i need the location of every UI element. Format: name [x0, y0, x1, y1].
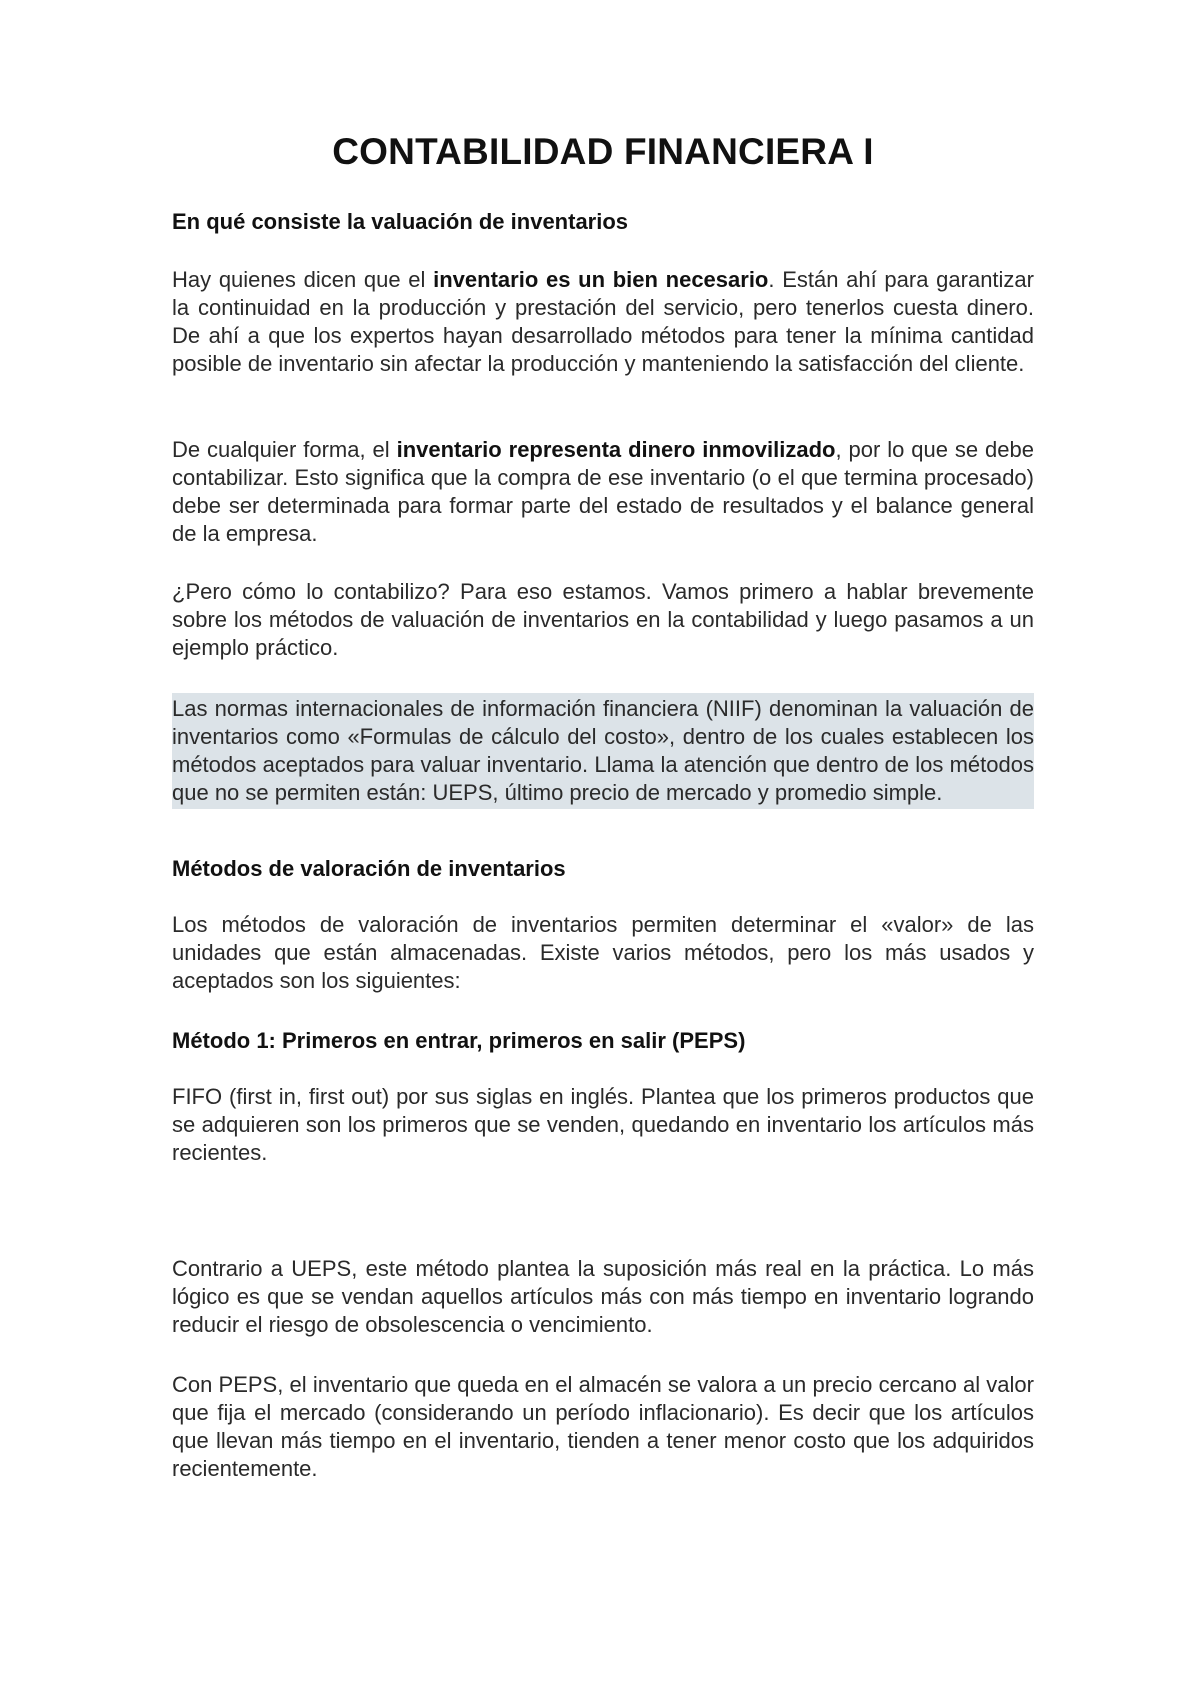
bold-phrase: inventario es un bien necesario [433, 267, 769, 292]
paragraph-inventario-necesario [172, 266, 1034, 378]
paragraph-text: . Están ahí para garantizar la continuidad en la producción y prestación del servicio, pero tenerlos cuesta dinero. De ahí a que los expertos hayan desarrollado métodos para tener la mínima cantidad posible de inventario sin afectar la producción y manteniendo la satisfacción del cliente. [172, 267, 1034, 376]
paragraph-fifo: FIFO (first in, first out) por sus siglas en inglés. Plantea que los primeros productos que se adquieren son los primeros que se venden, quedando en inventario los artículos más recientes. [172, 1084, 1034, 1165]
paragraph-contrario-ueps: Contrario a UEPS, este método plantea la suposición más real en la práctica. Lo más lógico es que se vendan aquellos artículos más con más tiempo en inventario logrando reducir el riesgo de obsolescencia o vencimiento. [172, 1256, 1034, 1337]
paragraph-text: , por lo que se debe contabilizar. Esto significa que la compra de ese inventario (o el que termina procesado) debe ser determinada para formar parte del estado de resultados y el balance general de la empresa. [172, 437, 1034, 546]
title-container [172, 0, 1034, 174]
section-heading-metodos: Métodos de valoración de inventarios [172, 856, 566, 881]
section-heading-peps: Método 1: Primeros en entrar, primeros en salir (PEPS) [172, 1028, 746, 1053]
section-heading-valuacion: En qué consiste la valuación de inventarios [172, 209, 629, 234]
paragraph-metodos-valoracion: Los métodos de valoración de inventarios permiten determinar el «valor» de las unidades que están almacenadas. Existe varios métodos, pero los más usados y aceptados son los siguientes: [172, 912, 1034, 993]
paragraph-text: Hay quienes dicen que el [172, 267, 434, 292]
paragraph-con-peps: Con PEPS, el inventario que queda en el almacén se valora a un precio cercano al valor que fija el mercado (considerando un período inflacionario). Es decir que los artículos que llevan más tiempo en el inventario, tienden a tener menor costo que los adquiridos recientemente. [172, 1372, 1034, 1481]
document-title: CONTABILIDAD FINANCIERA I [332, 131, 874, 172]
highlighted-paragraph-niif: Las normas internacionales de información financiera (NIIF) denominan la valuación de inventarios como «Formulas de cálculo del costo», dentro de los cuales establecen los métodos aceptados para valuar inventario. Llama la atención que dentro de los métodos que no se permiten están: UEPS, último precio de mercado y promedio simple. [172, 693, 1034, 809]
bold-phrase: inventario representa dinero inmovilizado [396, 437, 836, 462]
paragraph-dinero-inmovilizado [172, 436, 1034, 548]
paragraph-text: De cualquier forma, el [172, 437, 397, 462]
paragraph-como-contabilizo: ¿Pero cómo lo contabilizo? Para eso estamos. Vamos primero a hablar brevemente sobre los métodos de valuación de inventarios en la contabilidad y luego pasamos a un ejemplo práctico. [172, 579, 1034, 660]
